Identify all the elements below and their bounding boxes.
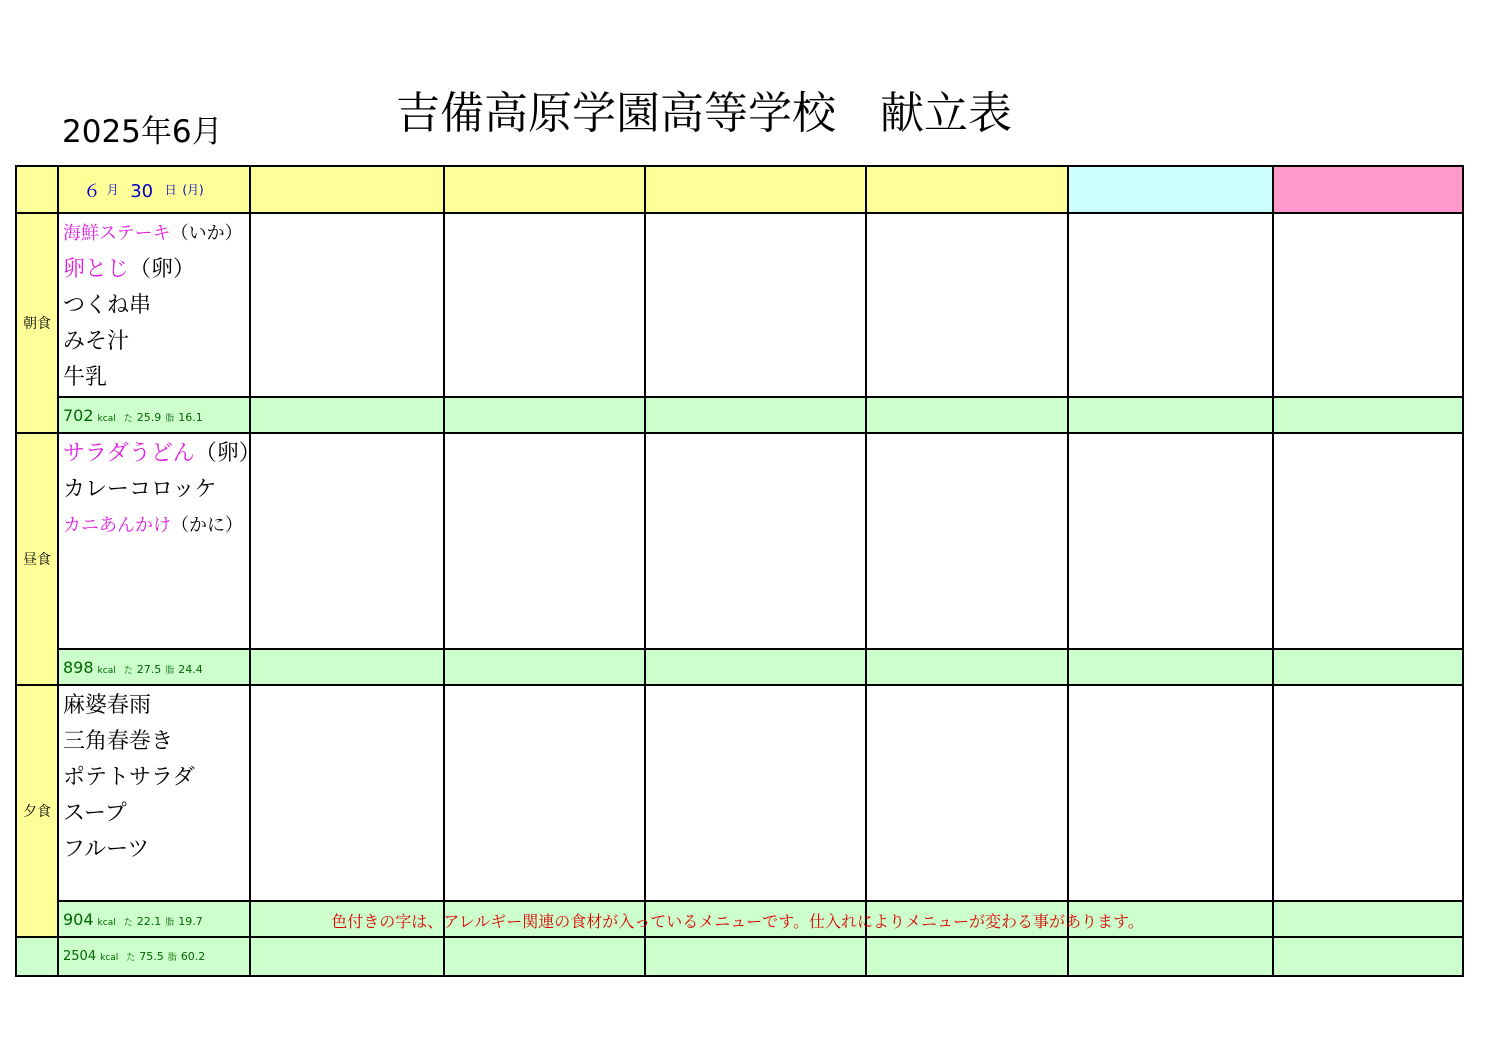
lunch-nutrition-empty-cell-5 [866,649,1068,685]
menu-item [63,360,249,396]
lunch-row [16,433,1463,649]
menu-item [63,832,249,868]
fat-label: 脂 [167,953,177,963]
lunch-empty-cell-6 [1068,433,1273,649]
lunch-empty-cell-5 [866,433,1068,649]
menu-item [63,472,249,508]
breakfast-empty-cell-4 [645,213,866,397]
breakfast-nutrition-empty-cell-7 [1273,397,1463,433]
menu-item [63,508,249,544]
kcal-value: 898 [63,657,94,677]
total-empty-cell-6 [1068,937,1273,976]
breakfast-items-cell [58,213,250,397]
menu-item-name: 麻婆春雨 [63,693,152,718]
breakfast-row [16,213,1463,397]
menu-item-allergen: （卵） [129,257,196,282]
menu-item-name: ポテトサラダ [63,765,195,790]
protein-label: た [123,665,133,676]
lunch-empty-cell-7 [1273,433,1463,649]
menu-item-allergen: （卵） [194,441,261,466]
menu-item-name: 牛乳 [63,365,108,390]
breakfast-nutrition-empty-cell-3 [444,397,645,433]
breakfast-nutrition-empty-cell-4 [645,397,866,433]
fat-value: 16.1 [178,410,203,424]
lunch-label: 昼食 [16,433,58,685]
breakfast-empty-cell-7 [1273,213,1463,397]
menu-item-name: 三角春巻き [63,729,174,754]
date-day: 30 [130,180,154,202]
menu-item-name: つくね串 [63,293,152,318]
kcal-unit: kcal [97,665,116,676]
menu-item-name: フルーツ [63,837,150,862]
fat-label: 脂 [165,917,175,928]
menu-item [63,252,249,288]
breakfast-empty-cell-3 [444,213,645,397]
lunch-empty-cell-3 [444,433,645,649]
menu-item [63,760,249,796]
total-empty-cell-4 [645,937,866,976]
menu-item-allergen: （いか） [170,223,243,244]
lunch-empty-cell-2 [250,433,444,649]
menu-item [63,436,261,472]
total-row [16,937,1463,976]
date-month: ６ [83,180,101,202]
protein-label: た [123,917,133,928]
lunch-nutrition-empty-cell-4 [645,649,866,685]
header-cell-2 [250,166,444,213]
dinner-row [16,685,1463,901]
dinner-empty-cell-4 [645,685,866,901]
header-row [16,166,1463,213]
breakfast-empty-cell-6 [1068,213,1273,397]
kcal-value: 2504 [63,949,97,964]
kcal-unit: kcal [100,953,119,963]
total-empty-cell-3 [444,937,645,976]
lunch-nutrition-cell [58,649,250,685]
total-empty-cell-2 [250,937,444,976]
breakfast-nutrition-empty-cell-2 [250,397,444,433]
breakfast-empty-cell-2 [250,213,444,397]
protein-value: 75.5 [139,950,164,963]
breakfast-label: 朝食 [16,213,58,433]
lunch-nutrition-row [16,649,1463,685]
date-day-unit: 日 [164,182,177,197]
protein-label: た [126,953,136,963]
breakfast-empty-cell-5 [866,213,1068,397]
month-label: 2025年6月 [62,114,223,150]
protein-value: 22.1 [136,914,162,928]
header-cell-4 [645,166,866,213]
breakfast-nutrition-empty-cell-5 [866,397,1068,433]
header-cell-sunday [1273,166,1463,213]
protein-value: 27.5 [136,662,162,676]
menu-item [63,724,249,760]
breakfast-nutrition-row [16,397,1463,433]
fat-label: 脂 [165,665,175,676]
header-corner-cell [16,166,58,213]
menu-table [15,165,1464,977]
header-cell-3 [444,166,645,213]
total-empty-cell-7 [1273,937,1463,976]
header-cell-5 [866,166,1068,213]
kcal-value: 702 [63,405,94,425]
lunch-empty-cell-4 [645,433,866,649]
fat-value: 24.4 [178,662,203,676]
menu-item-name: カニあんかけ [63,515,171,536]
kcal-unit: kcal [97,917,116,928]
menu-item [63,688,249,724]
page-title: 吉備高原学園高等学校 献立表 [396,88,1012,139]
total-label-cell [16,937,58,976]
menu-item-name: サラダうどん [63,441,195,466]
date-month-unit: 月 [106,182,119,197]
dinner-items-cell [58,685,250,901]
dinner-label: 夕食 [16,685,58,937]
dinner-empty-cell-2 [250,685,444,901]
dinner-empty-cell-7 [1273,685,1463,901]
total-nutrition-cell [58,937,250,976]
date-cell [58,166,250,213]
menu-item-allergen: （かに） [171,515,243,536]
menu-item-name: カレーコロッケ [63,477,217,502]
header-cell-saturday [1068,166,1273,213]
kcal-unit: kcal [97,413,116,424]
allergy-footnote: 色付きの字は、アレルギー関連の食材が入っているメニューです。仕入れによりメニューが変わる事があります。 [331,912,1144,931]
menu-item [63,796,249,832]
date-weekday: (月) [182,182,204,197]
breakfast-nutrition-empty-cell-6 [1068,397,1273,433]
lunch-nutrition-empty-cell-7 [1273,649,1463,685]
lunch-nutrition-empty-cell-6 [1068,649,1273,685]
menu-item-name: 卵とじ [63,257,130,282]
dinner-empty-cell-5 [866,685,1068,901]
menu-item [63,216,249,252]
menu-item-name: みそ汁 [63,329,130,354]
dinner-empty-cell-6 [1068,685,1273,901]
total-empty-cell-5 [866,937,1068,976]
menu-item-name: スープ [63,801,127,826]
protein-value: 25.9 [136,410,162,424]
menu-item-name: 海鮮ステーキ [63,223,171,244]
lunch-items-cell [58,433,261,649]
lunch-nutrition-empty-cell-3 [444,649,645,685]
fat-value: 60.2 [180,950,206,963]
menu-item [63,288,249,324]
protein-label: た [123,413,133,424]
menu-item [63,324,249,360]
fat-value: 19.7 [178,914,203,928]
kcal-value: 904 [63,909,94,929]
lunch-nutrition-empty-cell-2 [250,649,444,685]
fat-label: 脂 [165,413,175,424]
breakfast-nutrition-cell [58,397,250,433]
dinner-empty-cell-3 [444,685,645,901]
